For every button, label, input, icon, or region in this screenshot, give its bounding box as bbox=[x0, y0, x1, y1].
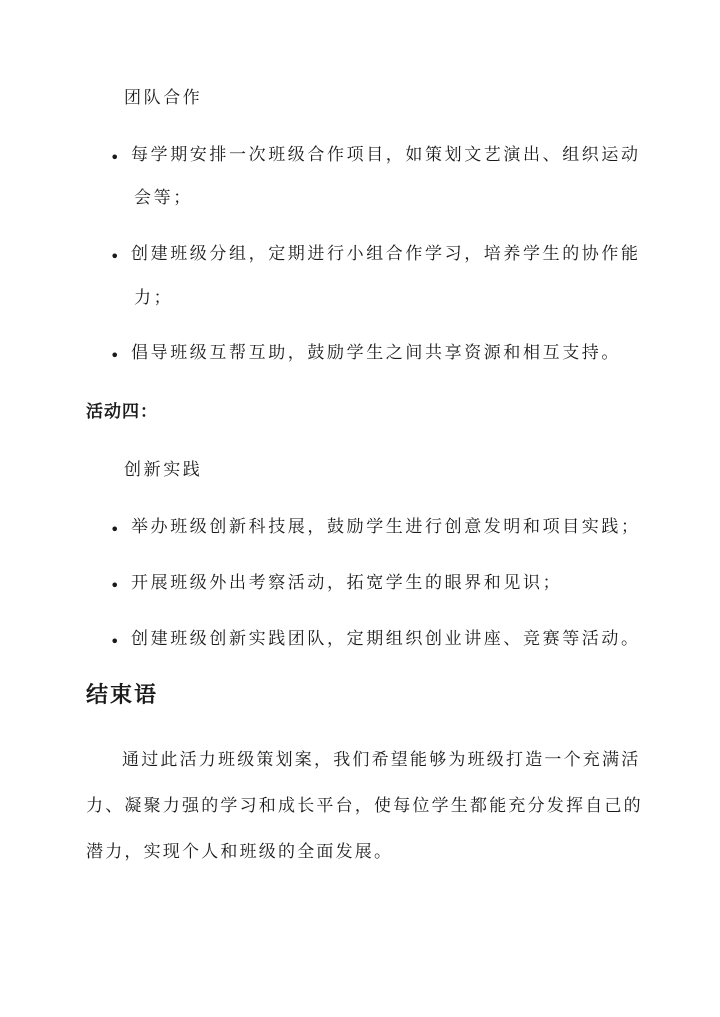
bullet-icon: • bbox=[110, 520, 120, 539]
list-item-text: 开展班级外出考察活动，拓宽学生的眼界和见识； bbox=[131, 573, 563, 593]
list-item-text: 举办班级创新科技展，鼓励学生进行创意发明和项目实践； bbox=[131, 517, 641, 537]
bullet-icon: • bbox=[110, 148, 120, 167]
bullet-icon: • bbox=[110, 632, 120, 651]
bullet-icon: • bbox=[110, 247, 120, 266]
list-item-text-continued: 力； bbox=[134, 288, 174, 308]
conclusion-paragraph-line: 力、凝聚力强的学习和成长平台，使每位学生都能充分发挥自己的 bbox=[86, 796, 643, 816]
list-item-text: 每学期安排一次班级合作项目，如策划文艺演出、组织运动 bbox=[131, 145, 641, 165]
list-item-text: 创建班级分组，定期进行小组合作学习，培养学生的协作能 bbox=[131, 244, 641, 264]
conclusion-paragraph-line: 潜力，实现个人和班级的全面发展。 bbox=[86, 842, 394, 862]
activity-heading: 活动四： bbox=[86, 402, 158, 422]
conclusion-paragraph-line: 通过此活力班级策划案，我们希望能够为班级打造一个充满活 bbox=[122, 750, 641, 770]
list-item-text: 创建班级创新实践团队，定期组织创业讲座、竞赛等活动。 bbox=[131, 629, 641, 649]
list-item-text-continued: 会等； bbox=[134, 188, 193, 208]
list-item-text: 倡导班级互帮互助，鼓励学生之间共享资源和相互支持。 bbox=[131, 343, 621, 363]
subheading-innovation-practice: 创新实践 bbox=[124, 460, 203, 480]
bullet-icon: • bbox=[110, 346, 120, 365]
bullet-icon: • bbox=[110, 576, 120, 595]
section-heading-conclusion: 结束语 bbox=[86, 682, 159, 708]
subheading-team-cooperation: 团队合作 bbox=[124, 88, 203, 108]
